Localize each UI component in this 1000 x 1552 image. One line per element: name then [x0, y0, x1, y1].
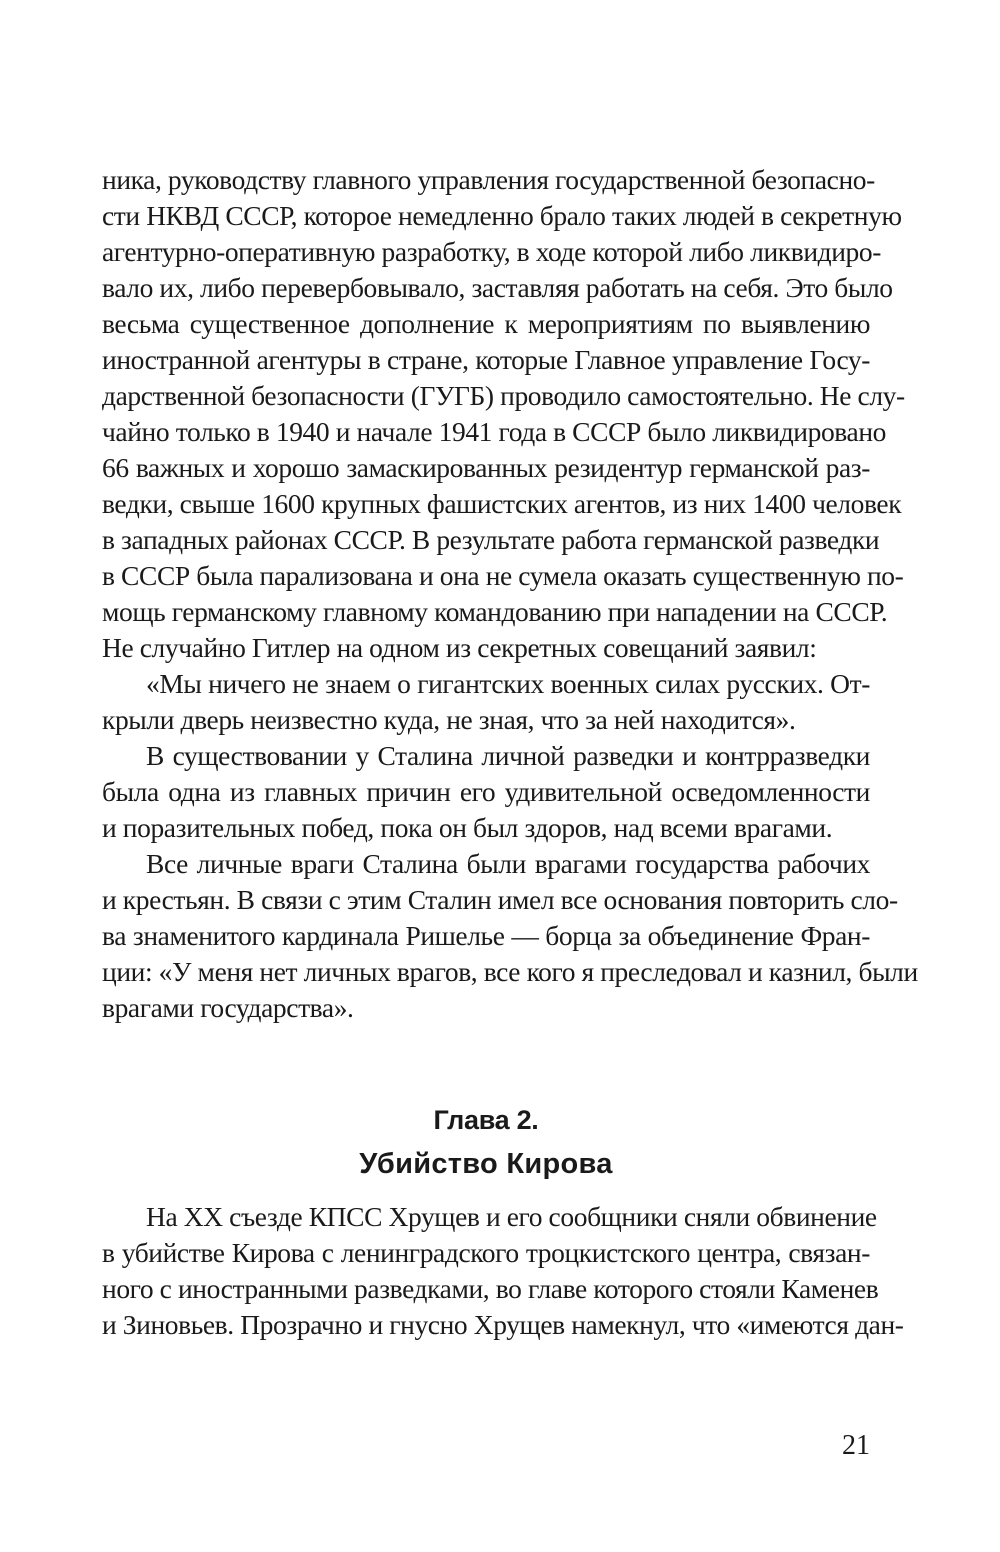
text-line: весьма существенное дополнение к мероприятиям по выявлению — [102, 308, 870, 339]
text-line: В существовании у Сталина личной разведки и контрразведки — [146, 740, 870, 771]
text-line: врагами государства». — [102, 992, 354, 1023]
text-line: и крестьян. В связи с этим Сталин имел все основания повторить сло- — [102, 884, 898, 915]
text-line: ведки, свыше 1600 крупных фашистских агентов, из них 1400 человек — [102, 488, 902, 519]
text-line: вало их, либо перевербовывало, заставляя работать на себя. Это было — [102, 272, 893, 303]
text-line: «Мы ничего не знаем о гигантских военных силах русских. От- — [146, 668, 870, 699]
text-line: Не случайно Гитлер на одном из секретных совещаний заявил: — [102, 632, 817, 663]
text-line: дарственной безопасности (ГУГБ) проводило самостоятельно. Не слу- — [102, 380, 905, 411]
text-line: ции: «У меня нет личных врагов, все кого я преследовал и казнил, были — [102, 956, 918, 987]
text-line: ного с иностранными разведками, во главе которого стояли Каменев — [102, 1273, 879, 1304]
text-line: крыли дверь неизвестно куда, не зная, что за ней находится». — [102, 704, 796, 735]
chapter-label: Глава 2. — [433, 1105, 539, 1135]
text-line: в СССР была парализована и она не сумела оказать существенную по- — [102, 560, 904, 591]
text-line: в западных районах СССР. В результате работа германской разведки — [102, 524, 880, 555]
text-line: в убийстве Кирова с ленинградского троцкистского центра, связан- — [102, 1237, 870, 1268]
text-line: чайно только в 1940 и начале 1941 года в СССР было ликвидировано — [102, 416, 886, 447]
chapter-title: Убийство Кирова — [359, 1148, 613, 1180]
text-line: агентурно-оперативную разработку, в ходе которой либо ликвидиро- — [102, 236, 882, 267]
body-text-section-1 — [102, 162, 918, 1026]
text-line: и Зиновьев. Прозрачно и гнусно Хрущев намекнул, что «имеются дан- — [102, 1309, 904, 1340]
text-line: сти НКВД СССР, которое немедленно брало таких людей в секретную — [102, 200, 902, 231]
text-line: 66 важных и хорошо замаскированных резидентур германской раз- — [102, 452, 870, 483]
page-number: 21 — [842, 1430, 870, 1461]
text-line: мощь германскому главному командованию при нападении на СССР. — [102, 596, 888, 627]
text-line: Все личные враги Сталина были врагами государства рабочих — [146, 848, 870, 879]
text-line: была одна из главных причин его удивительной осведомленности — [102, 776, 870, 807]
text-line: и поразительных побед, пока он был здоров, над всеми врагами. — [102, 812, 833, 843]
text-line: ва знаменитого кардинала Ришелье — борца за объединение Фран- — [102, 920, 870, 951]
body-text-section-2 — [102, 1199, 904, 1343]
text-line: На XX съезде КПСС Хрущев и его сообщники сняли обвинение — [146, 1201, 877, 1232]
text-line: иностранной агентуры в стране, которые Главное управление Госу- — [102, 344, 870, 375]
text-line: ника, руководству главного управления государственной безопасно- — [102, 164, 875, 195]
